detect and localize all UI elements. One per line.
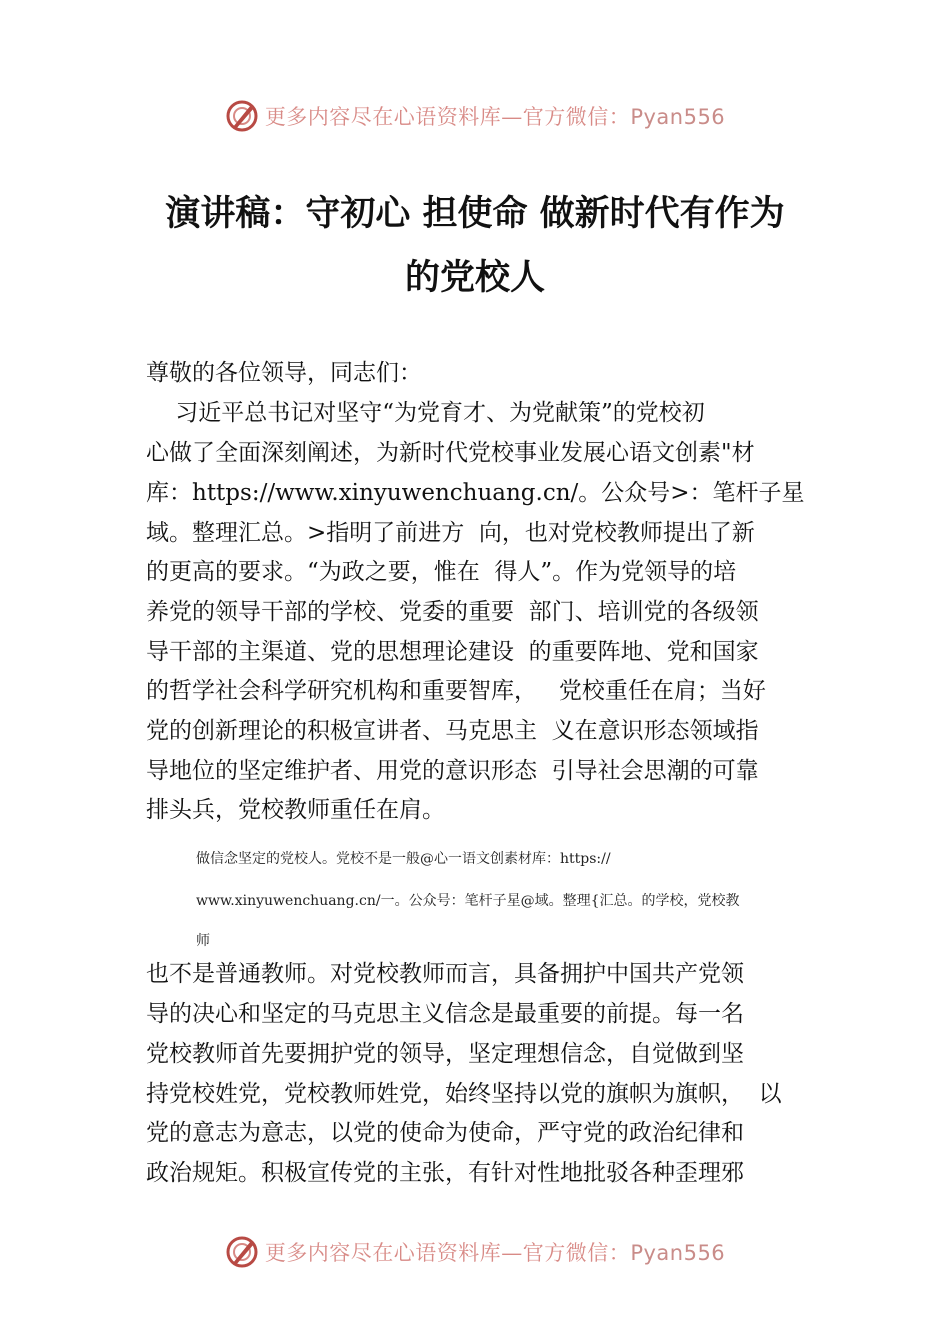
paragraph-1-line: 导地位的坚定维护者、用党的意识形态 引导社会思潮的可靠	[146, 758, 759, 784]
paragraph-1-line: 党的创新理论的积极宣讲者、马克思主 义在意识形态领域指	[146, 718, 759, 744]
paragraph-1-line: 的更高的要求。“为政之要，惟在 得人”。作为党领导的培	[146, 559, 737, 585]
salutation: 尊敬的各位领导，同志们：	[146, 360, 422, 386]
document-title-line-2: 的党校人	[404, 258, 545, 298]
paragraph-1-line: 的哲学社会科学研究机构和重要智库， 党校重任在肩；当好	[146, 678, 766, 704]
paragraph-1-line: 排头兵，党校教师重任在肩。	[146, 797, 445, 823]
document-title-line-1: 演讲稿：守初心 担使命 做新时代有作为	[165, 194, 785, 234]
paragraph-1-line: 养党的领导干部的学校、党委的重要 部门、培训党的各级领	[146, 599, 759, 625]
paragraph-1-line: 心做了全面深刻阐述，为新时代党校事业发展心语文创素"材	[146, 440, 755, 466]
small-text-line: 师	[196, 933, 210, 949]
watermark-text: 更多内容尽在心语资料库—官方微信：Pyan556	[264, 1241, 726, 1265]
header-watermark	[0, 92, 950, 140]
watermark-text: 更多内容尽在心语资料库—官方微信：Pyan556	[264, 105, 726, 129]
small-text-line: www.xinyuwenchuang.cn/一。公众号：笔杆子星@域。整理{汇总。的学校，党校教	[196, 893, 740, 909]
wechat-id: Pyan556	[630, 1241, 726, 1265]
footer-watermark	[0, 1228, 950, 1276]
paragraph-1-line: 域。整理汇总。>指明了前进方 向，也对党校教师提出了新	[146, 520, 755, 546]
wechat-id: Pyan556	[630, 105, 726, 129]
paragraph-2-line: 党校教师首先要拥护党的领导，坚定理想信念，自觉做到坚	[146, 1041, 744, 1067]
paragraph-2-line: 政治规矩。积极宣传党的主张，有针对性地批驳各种歪理邪	[146, 1160, 744, 1186]
pen-logo-icon	[225, 99, 259, 133]
paragraph-1-line: 库：https://www.xinyuwenchuang.cn/。公众号>：笔杆子星	[146, 480, 805, 506]
pen-logo-icon	[225, 1235, 259, 1269]
paragraph-2-line: 导的决心和坚定的马克思主义信念是最重要的前提。每一名	[146, 1001, 744, 1027]
paragraph-1-line: 导干部的主渠道、党的思想理论建设 的重要阵地、党和国家	[146, 639, 759, 665]
small-text-line: 做信念坚定的党校人。党校不是一般@心一语文创素材库：https://	[196, 851, 611, 867]
paragraph-2-line: 党的意志为意志，以党的使命为使命，严守党的政治纪律和	[146, 1120, 744, 1146]
paragraph-1-line: 习近平总书记对坚守“为党育才、为党献策”的党校初	[146, 400, 705, 426]
paragraph-2-line: 持党校姓党，党校教师姓党，始终坚持以党的旗帜为旗帜， 以	[146, 1081, 782, 1107]
paragraph-2-line: 也不是普通教师。对党校教师而言，具备拥护中国共产党领	[146, 961, 744, 987]
